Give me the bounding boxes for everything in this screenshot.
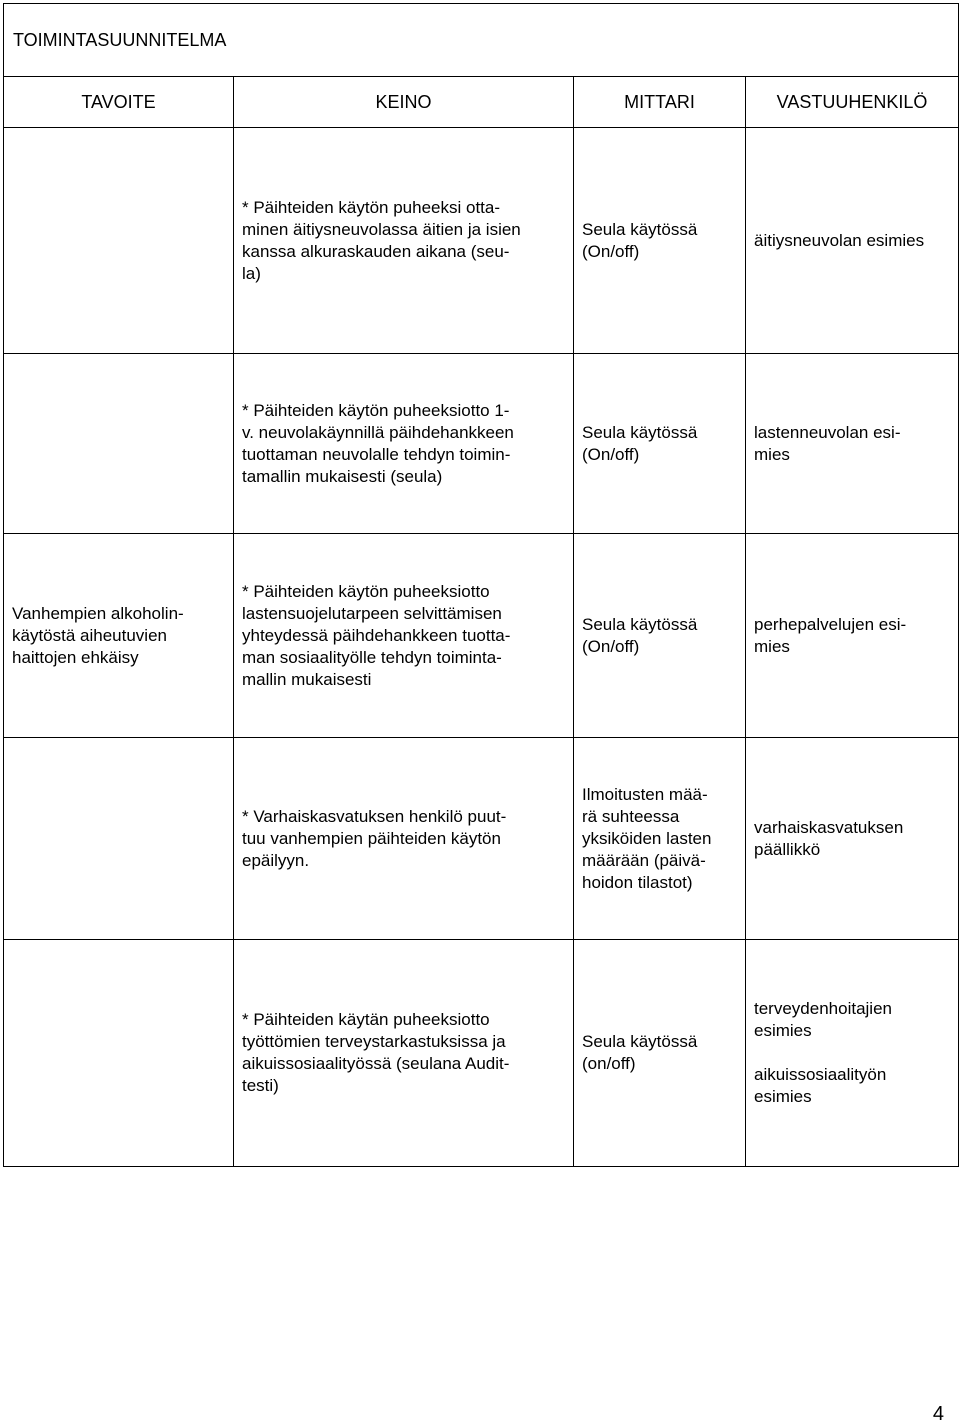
goal-cell: Vanhempien alkoholin- käytöstä aiheutuvien haittojen ehkäisy (4, 534, 234, 738)
keino-cell: * Päihteiden käytön puheeksiotto lastensuojelutarpeen selvittämisen yhteydessä päihdehankkeen tuotta- man sosiaalityölle tehdyn toiminta- mallin mukaisesti (234, 534, 574, 738)
keino-cell: * Päihteiden käytön puheeksiotto 1- v. neuvolakäynnillä päihdehankkeen tuottaman neuvolalle tehdyn toimin- tamallin mukaisesti (seula) (234, 354, 574, 534)
mittari-cell: Seula käytössä (On/off) (574, 534, 746, 738)
table-row (4, 354, 959, 534)
column-header-vastuuhenkilo: VASTUUHENKILÖ (746, 77, 959, 128)
goal-cell (4, 128, 234, 354)
goal-cell (4, 354, 234, 534)
page-title: TOIMINTASUUNNITELMA (4, 4, 959, 77)
vastuu-cell (746, 738, 959, 940)
responsible-person: terveydenhoitajien esimies (754, 999, 892, 1040)
mittari-cell: Seula käytössä (on/off) (574, 940, 746, 1167)
mittari-cell: Seula käytössä (On/off) (574, 128, 746, 354)
mittari-cell: Ilmoitusten mää- rä suhteessa yksiköiden lasten määrään (päivä- hoidon tilastot) (574, 738, 746, 940)
responsible-person: perhepalvelujen esi- mies (754, 614, 907, 656)
header-row (4, 77, 959, 128)
goal-cell (4, 940, 234, 1167)
responsible-person: äitiysneuvolan esimies (754, 230, 925, 250)
column-header-keino: KEINO (234, 77, 574, 128)
keino-cell: * Varhaiskasvatuksen henkilö puut- tuu vanhempien päihteiden käytön epäilyyn. (234, 738, 574, 940)
keino-cell: * Päihteiden käytän puheeksiotto työttömien terveystarkastuksissa ja aikuissosiaalityössä (seulana Audit- testi) (234, 940, 574, 1167)
mittari-cell: Seula käytössä (On/off) (574, 354, 746, 534)
title-row (4, 4, 959, 77)
vastuu-cell (746, 940, 959, 1167)
vastuu-cell (746, 128, 959, 354)
vastuu-cell (746, 534, 959, 738)
responsible-person: aikuissosiaalityön esimies (754, 1065, 887, 1106)
goal-cell (4, 738, 234, 940)
keino-cell: * Päihteiden käytön puheeksi otta- minen äitiysneuvolassa äitien ja isien kanssa alkuraskauden aikana (seu- la) (234, 128, 574, 354)
page-number: 4 (932, 1403, 944, 1425)
vastuu-cell (746, 354, 959, 534)
table-row (4, 738, 959, 940)
table-row (4, 534, 959, 738)
column-header-mittari: MITTARI (574, 77, 746, 128)
responsible-person: lastenneuvolan esi- mies (754, 422, 901, 464)
action-plan-table (3, 3, 959, 1167)
table-row (4, 940, 959, 1167)
responsible-person: varhaiskasvatuksen päällikkö (754, 817, 904, 859)
column-header-tavoite: TAVOITE (4, 77, 234, 128)
table-row (4, 128, 959, 354)
